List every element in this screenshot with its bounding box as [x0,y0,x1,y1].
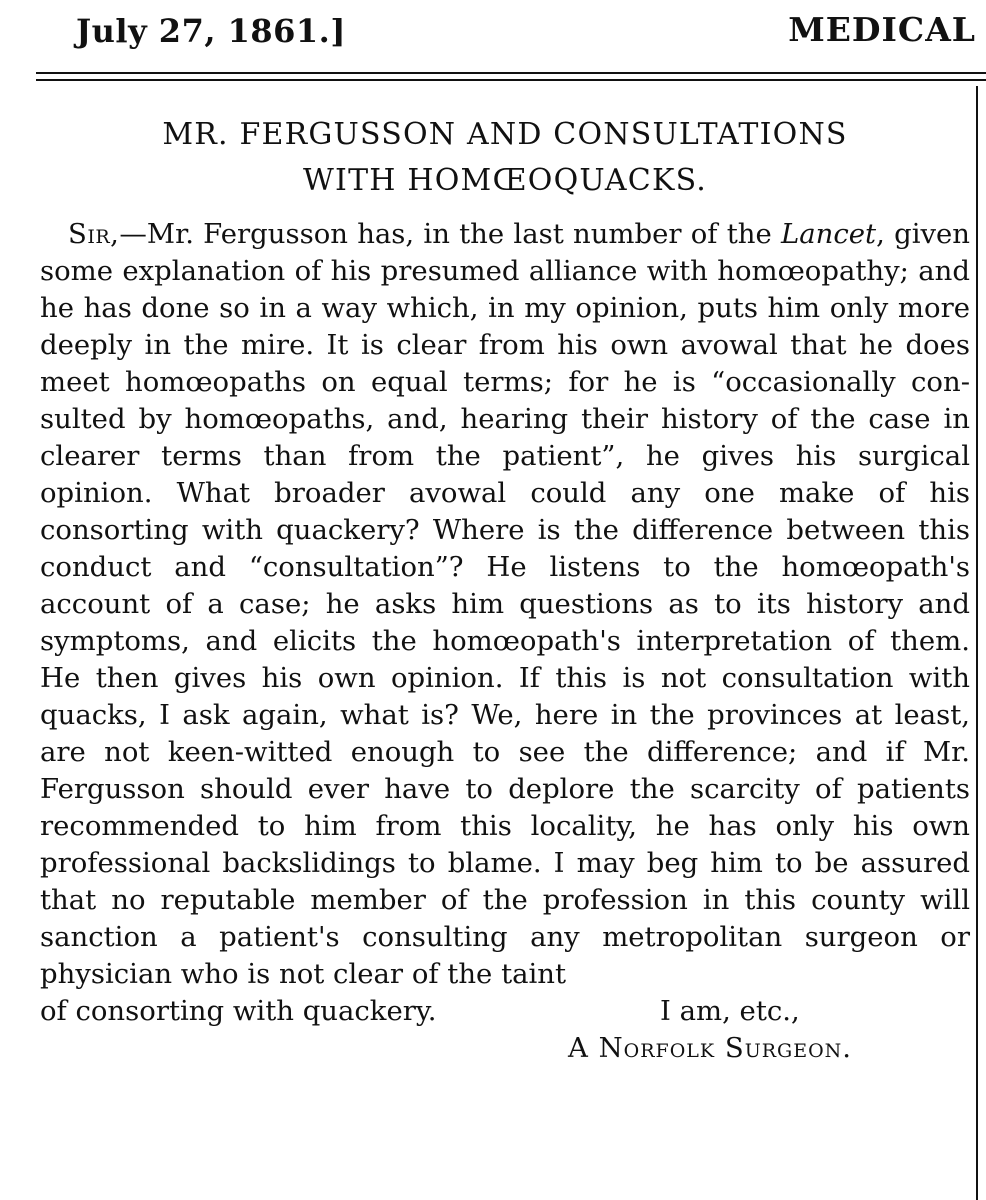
article-title-line-2: WITH HOMŒOQUACKS. [303,163,707,198]
letter-body-intro: —Mr. Fergusson has, in the last number of the [119,218,781,250]
header-rule-bottom [36,79,986,81]
column-divider [976,86,978,1200]
article-title-line-1: MR. FERGUSSON AND CONSULTATIONS [162,117,848,152]
article-title [40,112,970,204]
letter-article [40,112,970,1067]
page-header [0,0,986,80]
salutation: Sir, [68,218,120,250]
issue-date: July 27, 1861.] [76,12,346,50]
header-rule-top [36,72,986,74]
letter-body [40,216,970,993]
journal-name: Lancet [781,218,877,250]
letter-body-main: , given some explanation of his presumed alliance with homœopathy; and he has done so in a way which, in my opinion, puts him only more deeply in the mire. It is clear from his own avowal that he does meet homœopaths on equal terms; for he is “occasionally consulted by homœopaths, and, hearing their history of the case in clearer terms than from the patient”, he gives his surgical opinion. What broader avowal could any one make of his consorting with quackery? Where is the difference between this conduct and “consultation”? He listens to the homœopath's account of a case; he asks him questions as to its history and symptoms, and elicits the homœopath's interpretation of them. He then gives his own opinion. If this is not consultation with quacks, I ask again, what is? We, here in the provinces at least, are not keen-witted enough to see the difference; and if Mr. Fergusson should ever have to deplore the scarcity of patients recommended to him from this locality, he has only his own professional backslidings to blame. I may beg him to be assured that no reputable member of the profession in this county will sanction a patient's consulting any metropolitan surgeon or physician who is not clear of the taint [40,218,971,990]
section-title: MEDICAL [788,10,976,49]
closing-text: of consorting with quackery. [40,995,437,1027]
letter-closing [40,993,970,1030]
signature: A Norfolk Surgeon. [568,1032,853,1064]
valediction: I am, etc., [660,995,800,1027]
